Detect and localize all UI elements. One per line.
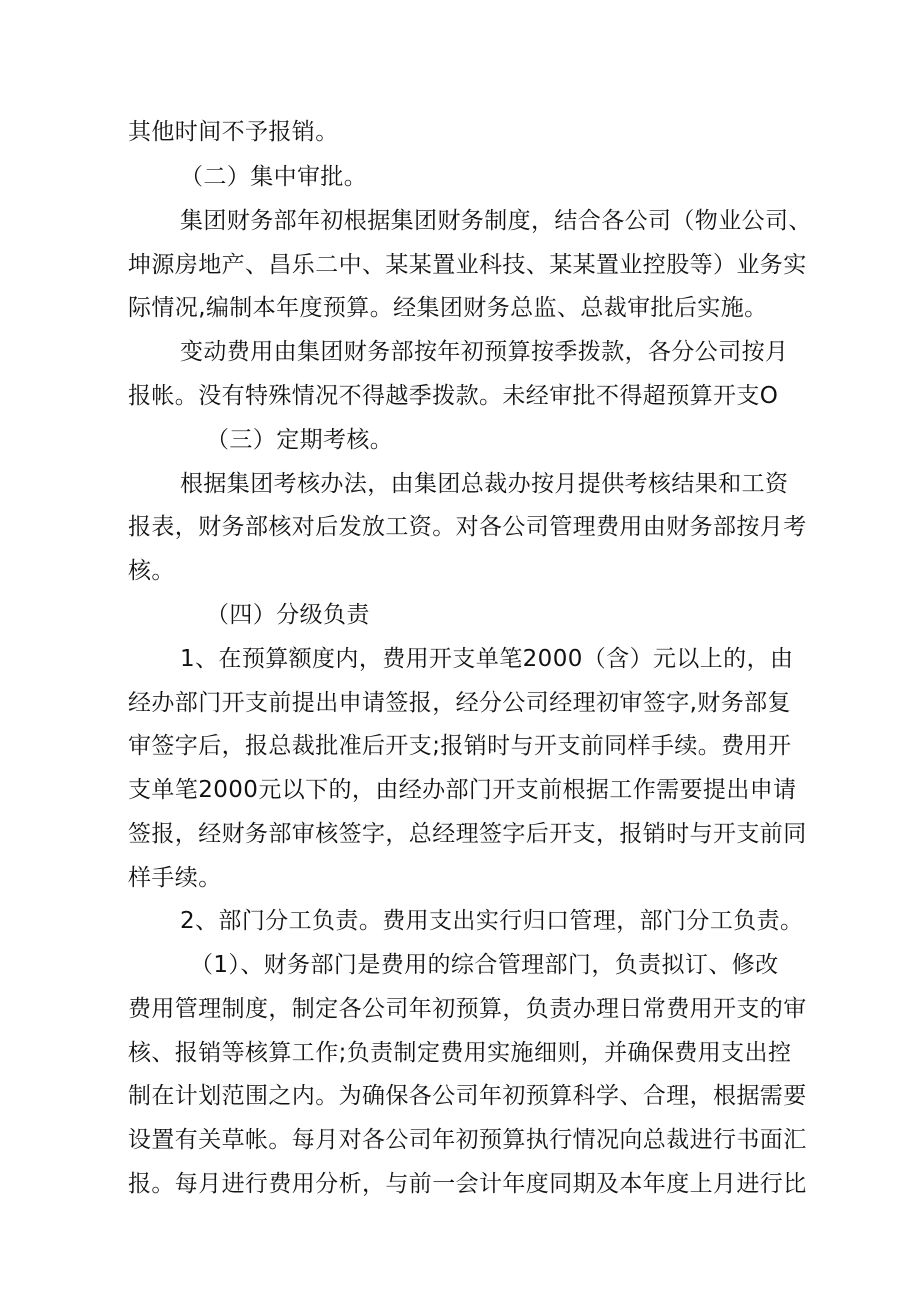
text-line: 报表，财务部核对后发放工资。对各公司管理费用由财务部按月考: [128, 514, 807, 540]
text-line: 报帐。没有特殊情况不得越季拨款。未经审批不得超预算开支O: [128, 383, 779, 409]
section-heading-2: （二）集中审批。: [180, 164, 368, 190]
text-line: 制在计划范围之内。为确保各公司年初预算科学、合理，根据需要: [128, 1083, 807, 1109]
text-line: 核。: [128, 558, 175, 584]
text-line: 设置有关草帐。每月对各公司年初预算执行情况向总裁进行书面汇: [128, 1127, 807, 1153]
text-line: 支单笔2000元以下的，由经办部门开支前根据工作需要提出申请: [128, 777, 797, 803]
text-line: 集团财务部年初根据集团财务制度，结合各公司（物业公司、: [180, 208, 812, 234]
text-line: 变动费用由集团财务部按年初预算按季拨款，各分公司按月: [180, 339, 789, 365]
text-line: 1、在预算额度内，费用开支单笔2000（含）元以上的，由: [180, 646, 794, 672]
text-line: 报。每月进行费用分析，与前一会计年度同期及本年度上月进行比: [128, 1171, 807, 1197]
text-line: 费用管理制度，制定各公司年初预算，负责办理日常费用开支的审: [128, 996, 807, 1022]
text-line: 其他时间不予报销。: [128, 119, 339, 145]
section-heading-3: （三）定期考核。: [206, 427, 394, 453]
text-line: 2、部门分工负责。费用支出实行归口管理，部门分工负责。: [180, 908, 804, 934]
text-line: 审签字后，报总裁批准后开支;报销时与开支前同样手续。费用开: [128, 733, 792, 759]
text-line: 经办部门开支前提出申请签报，经分公司经理初审签字,财务部复: [128, 690, 791, 716]
text-line: 核、报销等核算工作;负责制定费用实施细则，并确保费用支出控: [128, 1040, 792, 1066]
text-line: （1）、财务部门是费用的综合管理部门，负责拟订、修改: [190, 952, 779, 978]
text-line: 样手续。: [128, 865, 222, 891]
section-heading-4: （四）分级负责: [206, 602, 370, 628]
text-line: 根据集团考核办法，由集团总裁办按月提供考核结果和工资: [180, 471, 789, 497]
text-line: 签报，经财务部审核签字，总经理签字后开支，报销时与开支前同: [128, 821, 807, 847]
text-line: 坤源房地产、昌乐二中、某某置业科技、某某置业控股等）业务实: [128, 252, 807, 278]
text-line: 际情况,编制本年度预算。经集团财务总监、总裁审批后实施。: [128, 295, 768, 321]
